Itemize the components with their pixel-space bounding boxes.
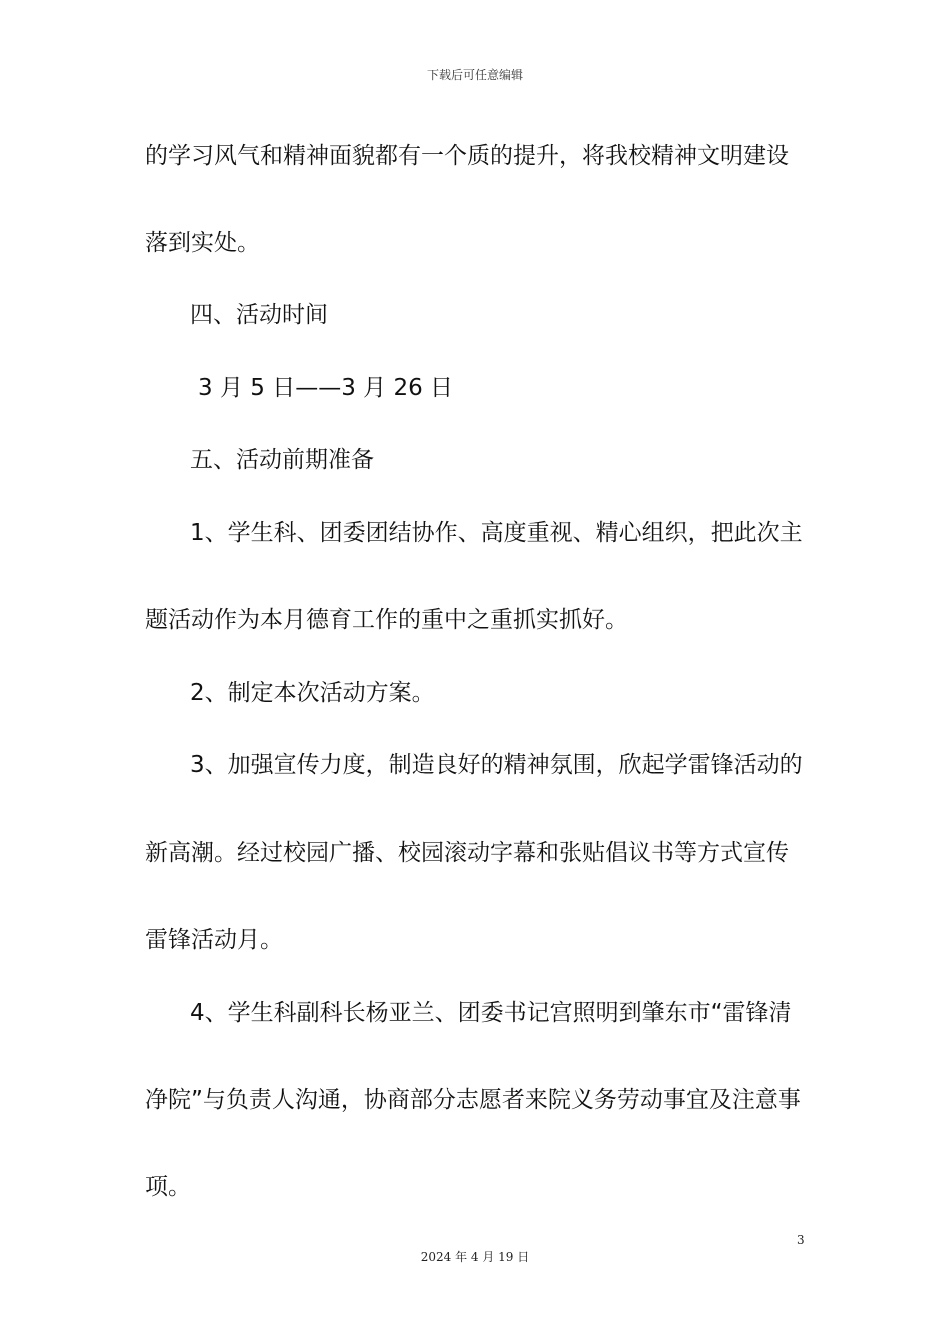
- paragraph-line: 项。: [145, 1174, 191, 1200]
- paragraph-line: 的学习风气和精神面貌都有一个质的提升，将我校精神文明建设: [145, 143, 789, 169]
- paragraph-line: 4、学生科副科长杨亚兰、团委书记宫照明到肇东市“雷锋清: [190, 1000, 792, 1026]
- section-heading: 四、活动时间: [190, 302, 328, 328]
- paragraph-line: 2、制定本次活动方案。: [190, 680, 435, 706]
- footer-date: 2024 年 4 月 19 日: [420, 1250, 530, 1264]
- paragraph-line: 3 月 5 日——3 月 26 日: [198, 375, 454, 401]
- paragraph-line: 题活动作为本月德育工作的重中之重抓实抓好。: [145, 607, 628, 633]
- paragraph-line: 3、加强宣传力度，制造良好的精神氛围，欣起学雷锋活动的: [190, 752, 803, 778]
- paragraph-line: 新高潮。经过校园广播、校园滚动字幕和张贴倡议书等方式宣传: [145, 840, 789, 866]
- paragraph-line: 净院”与负责人沟通，协商部分志愿者来院义务劳动事宜及注意事: [145, 1087, 801, 1113]
- page-header-note: 下载后可任意编辑: [426, 68, 523, 82]
- paragraph-line: 落到实处。: [145, 230, 260, 256]
- paragraph-line: 1、学生科、团委团结协作、高度重视、精心组织，把此次主: [190, 520, 803, 546]
- paragraph-line: 雷锋活动月。: [145, 927, 283, 953]
- section-heading: 五、活动前期准备: [190, 447, 374, 473]
- page-number: 3: [797, 1233, 805, 1247]
